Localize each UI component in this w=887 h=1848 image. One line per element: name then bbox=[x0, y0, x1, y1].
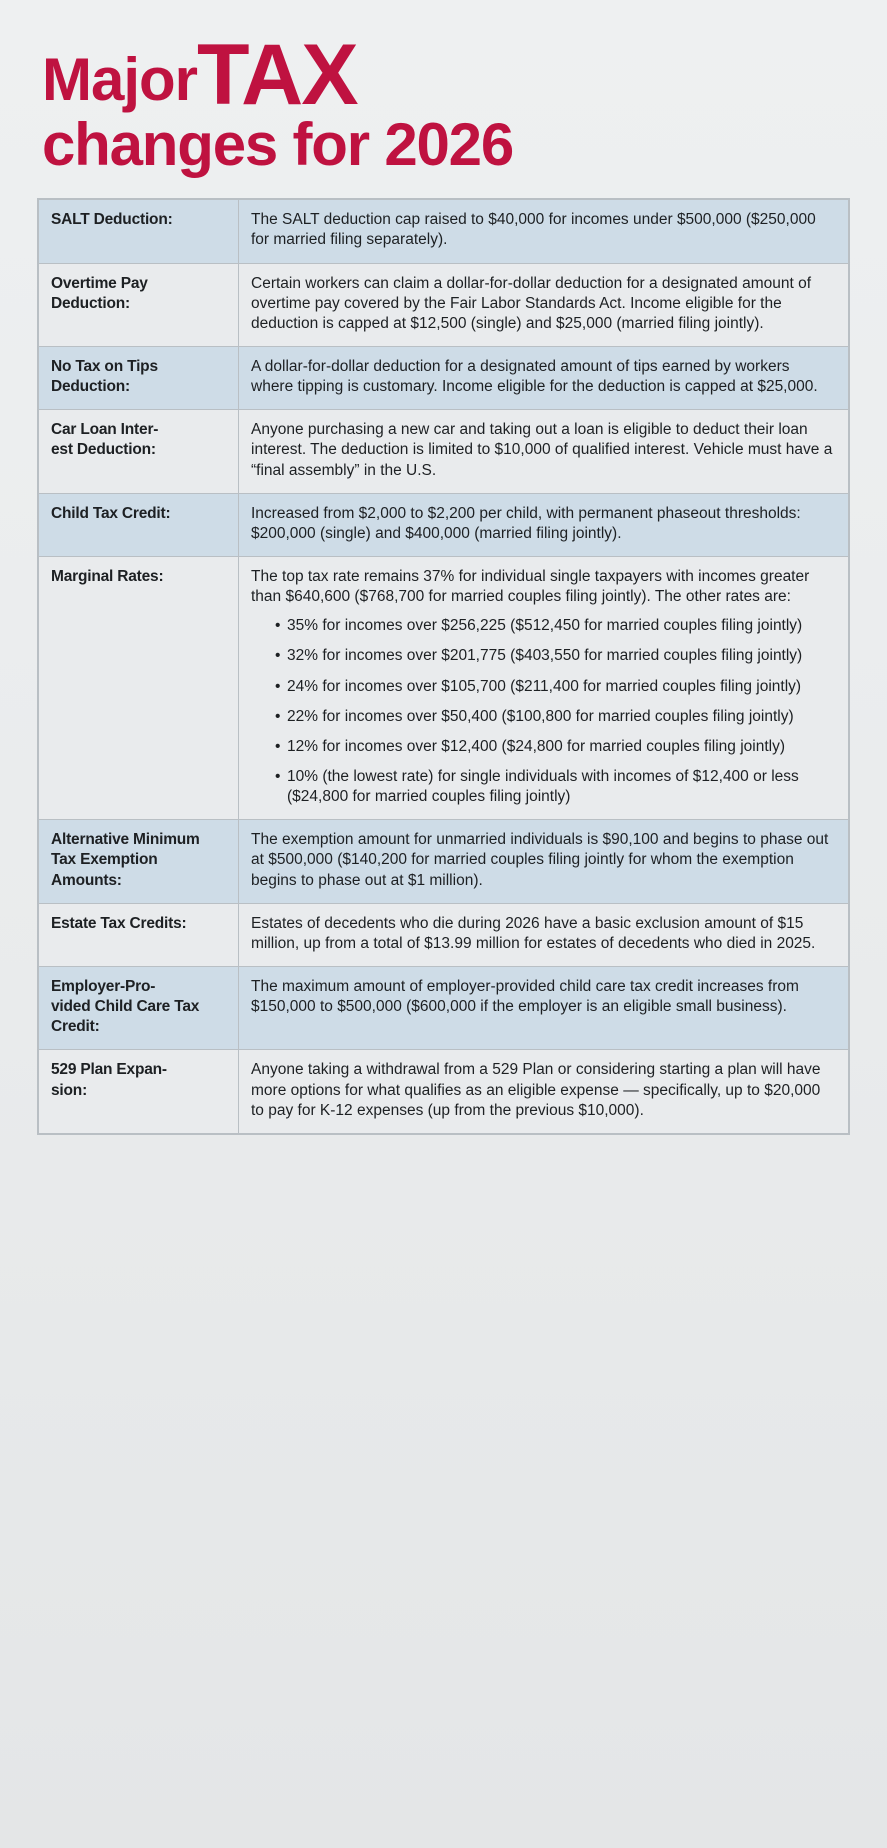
page-title bbox=[42, 0, 847, 179]
bullet-icon: • bbox=[275, 767, 281, 785]
list-item-text: 32% for incomes over $201,775 ($403,550 for married couples filing jointly) bbox=[287, 647, 803, 665]
row-body bbox=[239, 1050, 849, 1133]
bullet-icon: • bbox=[275, 647, 281, 665]
row-body-text: The top tax rate remains 37% for individual single taxpayers with incomes greater than $640,600 ($768,700 for married couples filing jointly). The other rates are: bbox=[251, 567, 810, 606]
row-label: 529 Plan Expan- sion: bbox=[39, 1050, 239, 1133]
list-item bbox=[275, 677, 836, 697]
list-item-text: 24% for incomes over $105,700 ($211,400 for married couples filing jointly) bbox=[287, 677, 802, 695]
table-row bbox=[39, 410, 849, 493]
row-body bbox=[239, 200, 849, 263]
row-label: Employer-Pro- vided Child Care Tax Credit: bbox=[39, 966, 239, 1049]
list-item-text: 10% (the lowest rate) for single individuals with incomes of $12,400 or less ($24,800 for married couples filing jointly) bbox=[287, 767, 799, 806]
table-row bbox=[39, 556, 849, 819]
row-label: Estate Tax Credits: bbox=[39, 903, 239, 966]
row-body bbox=[239, 493, 849, 556]
row-body bbox=[239, 820, 849, 903]
list-item bbox=[275, 767, 836, 807]
row-body bbox=[239, 966, 849, 1049]
row-body-text: Certain workers can claim a dollar-for-dollar deduction for a designated amount of overtime pay covered by the Fair Labor Standards Act. Income eligible for the deduction is capped at $12,500 (single) and $25,000 (married filing jointly). bbox=[251, 274, 812, 332]
row-label: SALT Deduction: bbox=[39, 200, 239, 263]
row-body bbox=[239, 410, 849, 493]
table-row bbox=[39, 263, 849, 346]
row-body bbox=[239, 903, 849, 966]
title-line-one bbox=[42, 27, 847, 123]
title-word-tax: TAX bbox=[197, 27, 357, 123]
row-label: Car Loan Inter- est Deduction: bbox=[39, 410, 239, 493]
marginal-rates-list bbox=[251, 616, 836, 807]
table-row bbox=[39, 903, 849, 966]
row-body-text: The exemption amount for unmarried individuals is $90,100 and begins to phase out at $500,000 ($140,200 for married couples filing jointly for whom the exemption begins to phase out at $1 million). bbox=[251, 831, 829, 889]
table-row bbox=[39, 1050, 849, 1133]
list-item bbox=[275, 646, 836, 666]
table-row bbox=[39, 966, 849, 1049]
bullet-icon: • bbox=[275, 737, 281, 755]
row-body bbox=[239, 556, 849, 819]
table-row bbox=[39, 200, 849, 263]
row-label: Alternative Minimum Tax Exemption Amounts: bbox=[39, 820, 239, 903]
row-body-text: The maximum amount of employer-provided child care tax credit increases from $150,000 to $500,000 ($600,000 if the employer is an eligible small business). bbox=[251, 977, 799, 1016]
row-label: Overtime Pay Deduction: bbox=[39, 263, 239, 346]
row-body-text: Anyone purchasing a new car and taking out a loan is eligible to deduct their loan interest. The deduction is limited to $10,000 of qualified interest. Vehicle must have a “final assembly” in the U.S. bbox=[251, 421, 833, 479]
row-body-text: Anyone taking a withdrawal from a 529 Plan or considering starting a plan will have more options for what qualifies as an eligible expense — specifically, up to $20,000 to pay for K-12 expenses (up from the previous $10,000). bbox=[251, 1061, 821, 1119]
title-word-major: Major bbox=[42, 46, 198, 113]
list-item bbox=[275, 737, 836, 757]
list-item-text: 12% for incomes over $12,400 ($24,800 for married couples filing jointly) bbox=[287, 737, 785, 755]
row-body-text: A dollar-for-dollar deduction for a designated amount of tips earned by workers where tipping is customary. Income eligible for the deduction is capped at $25,000. bbox=[251, 358, 818, 396]
tax-changes-table bbox=[37, 198, 850, 1135]
table-row bbox=[39, 493, 849, 556]
row-body bbox=[239, 347, 849, 410]
row-label: Marginal Rates: bbox=[39, 556, 239, 819]
row-label: Child Tax Credit: bbox=[39, 493, 239, 556]
table-body bbox=[39, 200, 849, 1134]
table-row bbox=[39, 820, 849, 903]
table-row bbox=[39, 347, 849, 410]
list-item bbox=[275, 616, 836, 636]
bullet-icon: • bbox=[275, 677, 281, 695]
row-body-text: The SALT deduction cap raised to $40,000 for incomes under $500,000 ($250,000 for married filing separately). bbox=[251, 211, 816, 249]
bullet-icon: • bbox=[275, 707, 281, 725]
row-label: No Tax on Tips Deduction: bbox=[39, 347, 239, 410]
list-item bbox=[275, 707, 836, 727]
row-body bbox=[239, 263, 849, 346]
row-body-text: Estates of decedents who die during 2026 have a basic exclusion amount of $15 million, up from a total of $13.99 million for estates of decedents who died in 2025. bbox=[251, 914, 816, 952]
bullet-icon: • bbox=[275, 617, 281, 635]
title-line-two: changes for 2026 bbox=[42, 111, 514, 179]
row-body-text: Increased from $2,000 to $2,200 per child, with permanent phaseout thresholds: $200,000 (single) and $400,000 (married filing jointly). bbox=[251, 504, 801, 542]
list-item-text: 35% for incomes over $256,225 ($512,450 for married couples filing jointly) bbox=[287, 617, 803, 635]
list-item-text: 22% for incomes over $50,400 ($100,800 for married couples filing jointly) bbox=[287, 707, 794, 725]
